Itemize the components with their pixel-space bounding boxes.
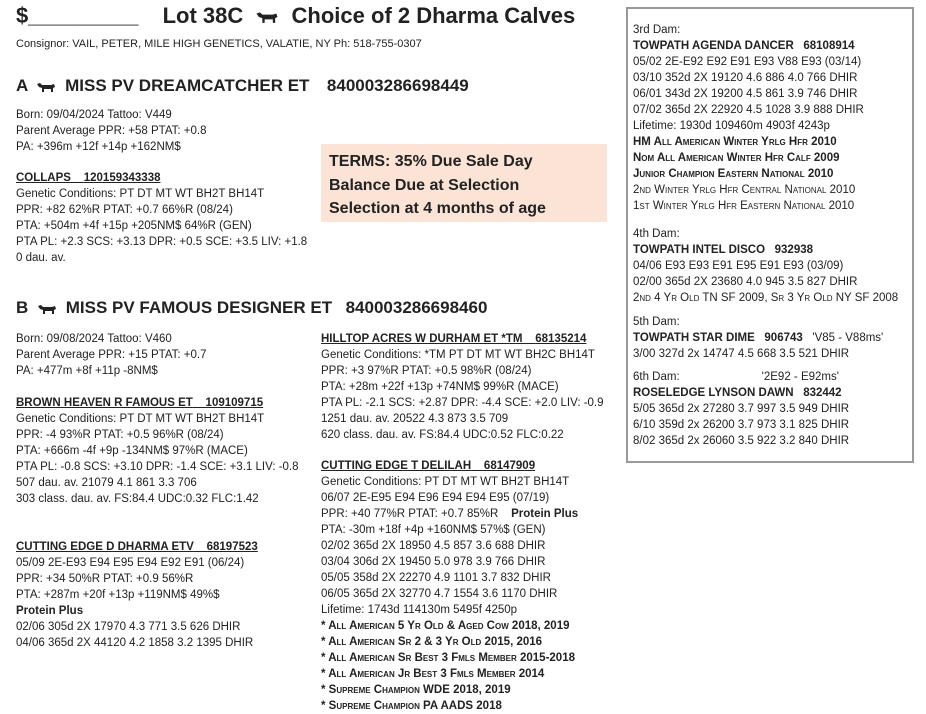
delilah-reg: 68147909 (483, 460, 536, 472)
dam3-award: 1st Winter Yrlg Hfr Eastern National 2010 (633, 200, 855, 212)
dam6-title (633, 385, 849, 401)
calf-a-sire-line: Genetic Conditions: PT DT MT WT BH2T BH14T (16, 188, 265, 200)
dam6-line: 8/02 365d 2x 26060 3.5 922 3.2 840 DHIR (633, 435, 850, 447)
delilah-record: 05/05 358d 2X 22270 4.9 1101 3.7 832 DHIR (321, 572, 551, 584)
dam5-label: 5th Dam: (633, 316, 680, 328)
dam5-title (633, 330, 883, 346)
delilah-protein-plus: Protein Plus (511, 508, 579, 520)
calf-a-born: Born: 09/04/2024 Tattoo: V449 (16, 109, 172, 121)
calf-b-born: Born: 09/08/2024 Tattoo: V460 (16, 333, 172, 345)
mgs-line: 620 class. dau. av. FS:84.4 UDC:0.52 FLC:0.22 (321, 429, 564, 441)
calf-b-dam (16, 539, 258, 651)
dam3-line: 07/02 365d 2X 22920 4.5 1028 3.9 888 DHIR (633, 104, 864, 116)
calf-b-sire (16, 395, 299, 507)
delilah-ppr: PPR: +40 77%R PTAT: +0.7 85%R (321, 508, 499, 520)
delilah-ppr-line (321, 506, 578, 522)
calf-b-sire-line: Genetic Conditions: PT DT MT WT BH2T BH14T (16, 413, 265, 425)
delilah-line: Genetic Conditions: PT DT MT WT BH2T BH14T (321, 476, 570, 488)
dam6-label: 6th Dam: (633, 371, 680, 383)
dam4-reg: 932938 (774, 244, 814, 256)
cow-icon (37, 303, 57, 315)
dam3-honor: Nom All American Winter Hfr Calf 2009 (633, 152, 840, 164)
mgs-line: PPR: +3 97%R PTAT: +0.5 98%R (08/24) (321, 365, 532, 377)
dam4-label: 4th Dam: (633, 228, 680, 240)
mgs-line: PTA: +28m +22f +13p +74NM$ 99%R (MACE) (321, 381, 559, 393)
dam6-line: 6/10 359d 2x 26200 3.7 973 3.1 825 DHIR (633, 419, 850, 431)
cow-icon (36, 81, 56, 93)
delilah-name: CUTTING EDGE T DELILAH (321, 460, 472, 472)
calf-a-header (16, 76, 469, 96)
consignor-line: Consignor: VAIL, PETER, MILE HIGH GENETICS, VALATIE, NY Ph: 518-755-0307 (16, 38, 422, 50)
dam4-line: 02/00 365d 2X 23680 4.0 945 3.5 827 DHIR (633, 276, 858, 288)
calf-a-name: MISS PV DREAMCATCHER ET (65, 76, 310, 95)
lot-number: Lot 38C (162, 3, 244, 28)
dam5-block (633, 314, 883, 362)
lot-header (16, 3, 575, 29)
calf-a-letter: A (16, 76, 28, 95)
calf-b-dam-line: PPR: +34 50%R PTAT: +0.9 56%R (16, 573, 194, 585)
calf-b-dam-title (16, 539, 258, 555)
calf-a-sire-line: PPR: +82 62%R PTAT: +0.7 66%R (08/24) (16, 204, 233, 216)
calf-b-sire-line: 507 dau. av. 21079 4.1 861 3.3 706 (16, 477, 197, 489)
dam3-line: Lifetime: 1930d 109460m 4903f 4243p (633, 120, 830, 132)
terms-line: TERMS: 35% Due Sale Day (329, 153, 533, 170)
calf-b-sire-name: BROWN HEAVEN R FAMOUS ET (16, 397, 193, 409)
dam4-line: 2nd 4 Yr Old TN SF 2009, Sr 3 Yr Old NY SF 2008 (633, 292, 899, 304)
dam4-name: TOWPATH INTEL DISCO (633, 244, 766, 256)
terms-box (321, 144, 607, 222)
terms-line: Selection at 4 months of age (329, 200, 546, 217)
mgs-block (321, 331, 604, 443)
delilah-title (321, 458, 578, 474)
calf-b-header (16, 298, 487, 318)
calf-b-dam-record: 04/06 365d 2X 44120 4.2 1858 3.2 1395 DHIR (16, 637, 254, 649)
calf-b-dam-line: PTA: +287m +20f +13p +119NM$ 49%$ (16, 589, 220, 601)
calf-a-parent-avg: Parent Average PPR: +58 PTAT: +0.8 (16, 125, 207, 137)
dam6-block (633, 369, 849, 449)
dam3-name: TOWPATH AGENDA DANCER (633, 40, 794, 52)
calf-a-sire-reg: 120159343338 (83, 172, 161, 184)
dam4-title (633, 242, 898, 258)
dam3-award: 2nd Winter Yrlg Hfr Central National 2010 (633, 184, 856, 196)
delilah-honor: * Supreme Champion PA AADS 2018 (321, 700, 502, 712)
calf-b-dam-reg: 68197523 (206, 541, 258, 553)
dam6-line: 5/05 365d 2x 27280 3.7 997 3.5 949 DHIR (633, 403, 850, 415)
dam6-label-row (633, 369, 849, 385)
calf-b-dam-line: 05/09 2E-E93 E94 E95 E94 E92 E91 (06/24) (16, 557, 245, 569)
delilah-honor: * All American 5 Yr Old & Aged Cow 2018, 2019 (321, 620, 570, 632)
delilah-honor: * All American Sr 2 & 3 Yr Old 2015, 2016 (321, 636, 543, 648)
calf-b-sire-line: PTA PL: -0.8 SCS: +3.10 DPR: -1.4 SCE: +3.1 LIV: -0.8 (16, 461, 299, 473)
calf-a-info (16, 107, 207, 155)
terms-line: Balance Due at Selection (329, 176, 520, 194)
calf-b-info (16, 331, 207, 379)
dam3-title (633, 38, 864, 54)
calf-a-sire-line: PTA PL: +2.3 SCS: +3.13 DPR: +0.5 SCE: +3.5 LIV: +1.8 (16, 236, 308, 248)
lot-description: Choice of 2 Dharma Calves (291, 3, 576, 28)
calf-b-pa: PA: +477m +8f +11p -8NM$ (16, 365, 158, 377)
calf-a-sire-line: 0 dau. av. (16, 252, 66, 264)
delilah-record: Lifetime: 1743d 114130m 5495f 4250p (321, 604, 518, 616)
calf-b-dam-record: 02/06 305d 2X 17970 4.3 771 3.5 626 DHIR (16, 621, 241, 633)
price-blank: $_________ (16, 3, 139, 28)
dam3-honor: Junior Champion Eastern National 2010 (633, 168, 834, 180)
dam6-reg: 832442 (803, 387, 842, 399)
dam3-block (633, 22, 864, 214)
delilah-line: 06/07 2E-E95 E94 E96 E94 E94 E95 (07/19) (321, 492, 550, 504)
dam5-line: 3/00 327d 2x 14747 4.5 668 3.5 521 DHIR (633, 348, 850, 360)
calf-b-sire-title (16, 395, 299, 411)
calf-b-letter: B (16, 298, 29, 317)
dam5-note: 'V85 - V88ms' (812, 332, 884, 344)
calf-b-dam-name: CUTTING EDGE D DHARMA ETV (16, 541, 194, 553)
delilah-honor: * All American Jr Best 3 Fmls Member 2014 (321, 668, 545, 680)
delilah-block (321, 458, 578, 714)
delilah-record: 03/04 306d 2X 19450 5.0 978 3.9 766 DHIR (321, 556, 546, 568)
dam6-name: ROSELEDGE LYNSON DAWN (633, 387, 794, 399)
delilah-record: 02/02 365d 2X 18950 4.5 857 3.6 688 DHIR (321, 540, 546, 552)
cow-icon (255, 10, 279, 24)
mgs-name: HILLTOP ACRES W DURHAM ET *TM (321, 333, 523, 345)
calf-b-parent-avg: Parent Average PPR: +15 PTAT: +0.7 (16, 349, 207, 361)
dam3-honor: HM All American Winter Yrlg Hfr 2010 (633, 136, 837, 148)
mgs-reg: 68135214 (535, 333, 587, 345)
dam3-line: 05/02 2E-E92 E92 E91 E93 V88 E93 (03/14) (633, 56, 862, 68)
dam3-label: 3rd Dam: (633, 24, 681, 36)
dam4-block (633, 226, 898, 306)
delilah-honor: * Supreme Champion WDE 2018, 2019 (321, 684, 511, 696)
mgs-title (321, 331, 604, 347)
dam5-reg: 906743 (764, 332, 803, 344)
calf-b-sire-line: PPR: -4 93%R PTAT: +0.5 96%R (08/24) (16, 429, 224, 441)
calf-a-sire-line: PTA: +504m +4f +15p +205NM$ 64%R (GEN) (16, 220, 252, 232)
delilah-record: PTA: -30m +18f +4p +160NM$ 57%$ (GEN) (321, 524, 546, 536)
calf-a-pa: PA: +396m +12f +14p +162NM$ (16, 141, 181, 153)
calf-a-reg: 840003286698449 (326, 76, 469, 95)
mgs-line: PTA PL: -2.1 SCS: +2.87 DPR: -4.4 SCE: +2.0 LIV: -0.9 (321, 397, 604, 409)
calf-b-sire-reg: 109109715 (205, 397, 264, 409)
calf-a-sire (16, 170, 307, 266)
calf-b-dam-protein-plus: Protein Plus (16, 605, 84, 617)
calf-b-name: MISS PV FAMOUS DESIGNER ET (65, 298, 333, 317)
dam3-line: 03/10 352d 2X 19120 4.6 886 4.0 766 DHIR (633, 72, 858, 84)
dam5-name: TOWPATH STAR DIME (633, 332, 755, 344)
calf-b-sire-line: PTA: +666m -4f +9p -134NM$ 97%R (MACE) (16, 445, 248, 457)
dam4-line: 04/06 E93 E93 E91 E95 E91 E93 (03/09) (633, 260, 844, 272)
mgs-line: 1251 dau. av. 20522 4.3 873 3.5 709 (321, 413, 509, 425)
dam6-note: '2E92 - E92ms' (761, 371, 839, 383)
mgs-line: Genetic Conditions: *TM PT DT MT WT BH2C BH14T (321, 349, 595, 361)
calf-a-sire-name: COLLAPS (16, 172, 71, 184)
delilah-honor: * All American Sr Best 3 Fmls Member 2015-2018 (321, 652, 575, 664)
dam3-reg: 68108914 (803, 40, 855, 52)
calf-b-sire-line: 303 class. dau. av. FS:84.4 UDC:0.32 FLC:1.42 (16, 493, 259, 505)
dam3-line: 06/01 343d 2X 19200 4.5 861 3.9 746 DHIR (633, 88, 858, 100)
calf-a-sire-title (16, 170, 307, 186)
calf-b-reg: 840003286698460 (345, 298, 488, 317)
delilah-record: 06/05 365d 2X 32770 4.7 1554 3.6 1170 DHIR (321, 588, 558, 600)
